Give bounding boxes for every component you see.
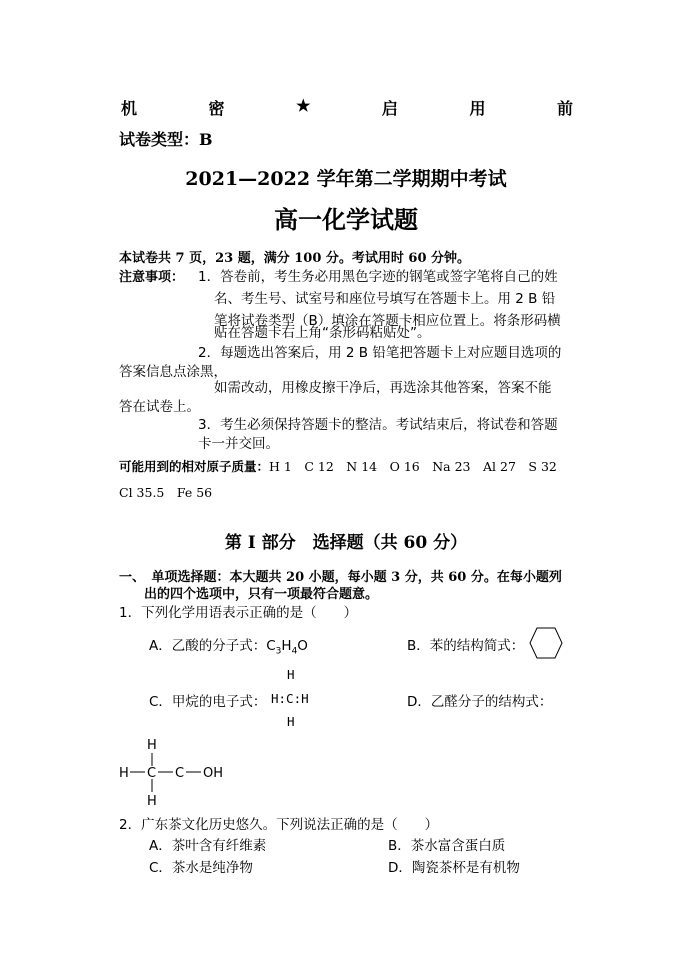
note-2-line-1: 2．每题选出答案后，用 2 B 铅笔把答题卡上对应题目选项的 [198,345,562,361]
methane-electron-formula: H:C:H [271,691,309,706]
benzene-ring-icon [528,625,564,661]
note-3-line-2: 卡一并交回。 [198,436,279,452]
note-2-line-4: 答在试卷上。 [119,399,200,415]
structure-atom: H [119,766,129,781]
note-1-line-1: 1．答卷前，考生务必用黑色字迹的钢笔或签字笔将自己的姓 [198,269,558,285]
q1-option-d: D．乙醛分子的结构式： [407,694,553,710]
note-3-line-1: 3．考生必须保持答题卡的整洁。考试结束后，将试卷和答题 [198,417,558,433]
structure-atom: H [147,738,157,753]
structure-atom: H [147,794,157,809]
q2-option-c: C．茶水是纯净物 [149,860,253,876]
q1-option-c: C．甲烷的电子式： [149,694,267,710]
confidential-char: 前 [556,99,573,118]
q2-option-a: A．茶叶含有纤维素 [149,838,267,854]
structure-atom: C [175,766,185,781]
notes-label: 注意事项： [119,270,185,285]
subject-title: 高一化学试题 [274,205,418,234]
note-2-line-2: 答案信息点涂黑， [119,364,227,380]
confidential-char: 密 [208,99,225,118]
confidential-char: 启 [381,99,398,118]
note-1-line-3: 笔将试卷类型（B）填涂在答题卡相应位置上。将条形码横 [214,313,561,329]
atomic-mass-values-2: Cl 35.5 Fe 56 [119,485,213,500]
section-instructions-line-2: 出的四个选项中，只有一项最符合题意。 [144,587,379,602]
question-1-stem: 1．下列化学用语表示正确的是（ ） [119,605,358,621]
q2-option-d: D．陶瓷茶杯是有机物 [388,860,520,876]
q1-c-h-bottom: H [287,714,295,729]
q2-option-b: B．茶水富含蛋白质 [388,838,506,854]
structure-atom: OH [203,766,224,781]
note-1-line-4: 贴在答题卡右上角“条形码粘贴处”。 [214,325,431,341]
exam-title: 2021—2022 学年第二学期期中考试 [185,168,507,190]
paper-type: 试卷类型：B [119,130,213,149]
atomic-mass-line [119,457,557,475]
section-instructions-line-1: 一、 单项选择题：本大题共 20 小题，每小题 3 分，共 60 分。在每小题列 [119,570,562,585]
note-1-line-2: 名、考生号、试室号和座位号填写在答题卡上。用 2 B 铅 [214,291,556,307]
confidential-char: 机 [121,99,138,118]
star-icon: ★ [296,96,311,115]
confidential-banner [121,96,573,119]
atomic-mass-values: H 1 C 12 N 14 O 16 Na 23 Al 27 S 32 [269,459,557,474]
section-title: 第 I 部分 选择题（共 60 分） [224,533,468,553]
structure-atom: C [147,766,157,781]
q1-c-h-top: H [287,667,295,682]
note-2-line-3: 如需改动，用橡皮擦干净后，再选涂其他答案，答案不能 [214,380,552,396]
atomic-mass-label: 可能用到的相对原子质量： [119,459,270,474]
q1-option-a: A．乙酸的分子式：$C_3H_4O$ [149,638,308,657]
exam-summary: 本试卷共 7 页，23 题，满分 100 分。考试用时 60 分钟。 [119,251,471,266]
q1-option-b: B．苯的结构简式： [407,638,525,654]
question-2-stem: 2．广东茶文化历史悠久。下列说法正确的是（ ） [119,817,439,833]
acetaldehyde-structure-diagram [116,734,246,810]
confidential-char: 用 [469,99,486,118]
